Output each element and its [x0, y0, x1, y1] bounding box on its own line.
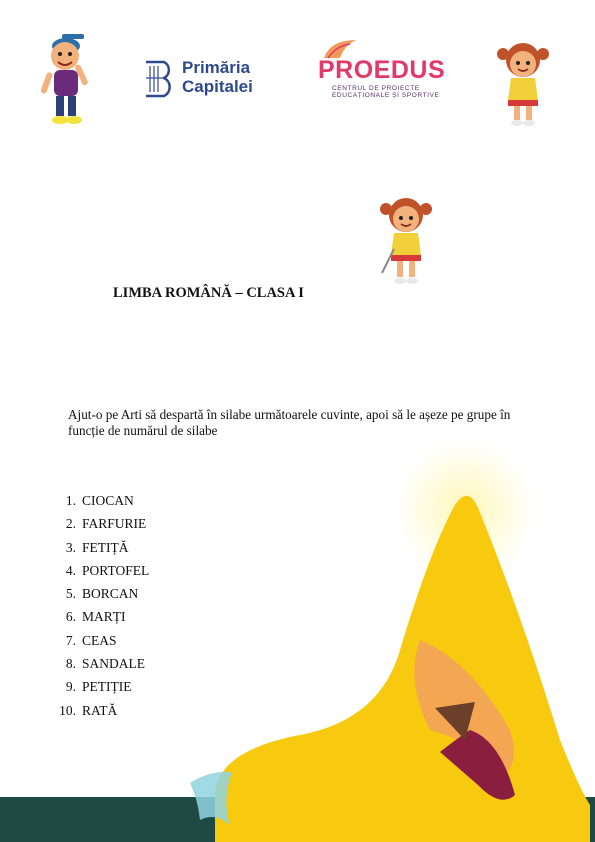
item-word: PORTOFEL [82, 562, 150, 578]
list-item [58, 585, 149, 608]
proedus-logo-text: PROEDUS [318, 56, 446, 84]
item-word: BORCAN [82, 586, 139, 602]
primaria-building-icon [144, 58, 176, 98]
item-number: 8. [65, 656, 76, 672]
item-number: 3. [65, 539, 76, 555]
list-item [58, 515, 149, 538]
item-number: 9. [65, 679, 76, 695]
page-title: LIMBA ROMÂNĂ – CLASA I [113, 285, 304, 301]
proedus-logo [318, 38, 448, 100]
boy-mascot-illustration [36, 24, 98, 128]
item-number: 4. [65, 562, 76, 578]
item-word: FETIȚĂ [82, 539, 129, 555]
item-number: 7. [65, 632, 76, 648]
girl-mascot-illustration [494, 38, 552, 128]
exercise-instructions: Ajut-o pe Arti să despartă în silabe următoarele cuvinte, apoi să le așeze pe grupe în funcție de numărul de silabe [68, 407, 511, 438]
item-word: RATĂ [82, 702, 118, 718]
proedus-subtitle-line1: CENTRUL DE PROIECTE [332, 85, 420, 92]
list-item [58, 632, 149, 655]
primaria-logo-line1: Primăria [182, 58, 251, 77]
item-number: 5. [65, 586, 76, 602]
item-word: FARFURIE [82, 516, 147, 532]
list-item [58, 678, 149, 701]
item-word: MARȚI [82, 609, 126, 625]
word-list [58, 492, 149, 725]
list-item [58, 562, 149, 585]
primaria-logo-line2: Capitalei [182, 77, 253, 96]
item-word: SANDALE [82, 656, 145, 672]
list-item [58, 655, 149, 678]
item-number: 10. [59, 702, 76, 718]
proedus-subtitle-line2: EDUCAȚIONALE ȘI SPORTIVE [332, 92, 440, 99]
list-item [58, 702, 149, 725]
item-word: PETIȚIE [82, 679, 132, 695]
item-word: CEAS [82, 632, 117, 648]
item-number: 6. [65, 609, 76, 625]
list-item [58, 539, 149, 562]
list-item [58, 608, 149, 631]
item-number: 1. [65, 493, 76, 508]
item-number: 2. [65, 516, 76, 532]
list-item [58, 492, 149, 515]
item-word: CIOCAN [82, 493, 134, 508]
girl-with-pencil-illustration [378, 193, 434, 289]
primaria-capitalei-logo [144, 56, 274, 102]
